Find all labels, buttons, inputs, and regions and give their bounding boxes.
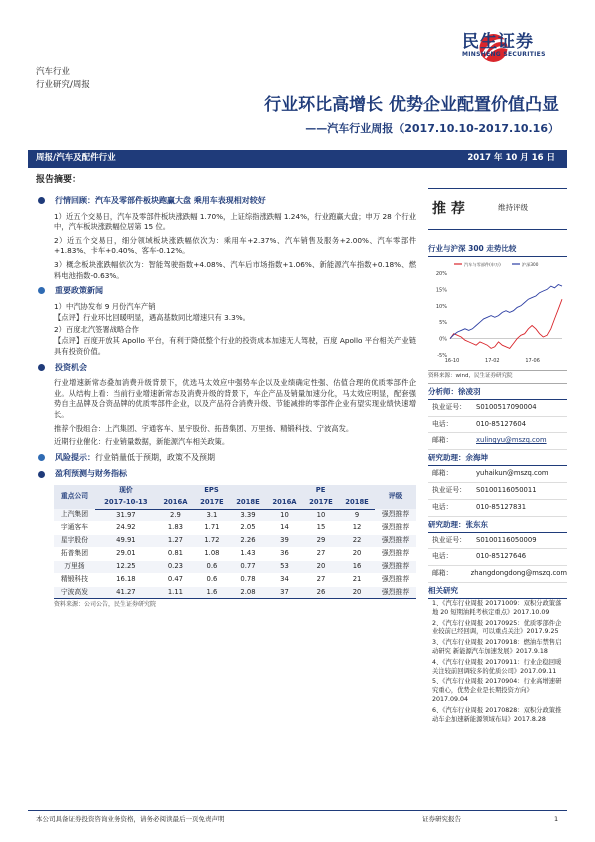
section-heading — [36, 468, 416, 480]
section-heading-text: 行情回顾：汽车及零部件板块跑赢大盘 乘用车表现相对较好 — [55, 196, 266, 206]
footer-label: 证券研究报告 — [422, 815, 461, 823]
table-row — [54, 522, 416, 535]
table-cell: 10 — [266, 509, 303, 522]
analyst-mail-row — [428, 433, 567, 450]
table-cell: 29 — [303, 535, 339, 548]
summary-title: 报告摘要： — [36, 175, 82, 185]
assistant-label: 研究助理： — [428, 453, 466, 463]
legend-label: 汽车与零部件(申万) — [464, 261, 501, 267]
table-cell: 1.71 — [194, 522, 230, 535]
y-tick-label: 5% — [439, 320, 447, 327]
table-cell: 16 — [339, 560, 375, 573]
paragraph: 1）中汽协发布 9 月份汽车产销 — [54, 301, 156, 311]
kv-key: 电话： — [432, 502, 453, 511]
bullet-icon — [38, 197, 45, 204]
table-cell: 2.05 — [230, 522, 266, 535]
assistant1-cert-row — [428, 483, 567, 500]
rating-cell: 强烈推荐 — [375, 573, 416, 586]
section-heading-text: 投资机会 — [55, 362, 87, 372]
page-number: 1 — [554, 815, 559, 823]
company-name: 上汽集团 — [54, 509, 95, 522]
company-name: 星宇股份 — [54, 535, 95, 548]
table-cell: 1.83 — [157, 522, 194, 535]
assistant2-mail-row — [428, 566, 567, 583]
section-heading-text: 盈利预测与财务指标 — [55, 469, 127, 479]
table-cell: 1.6 — [194, 586, 230, 599]
table-cell: 27 — [303, 573, 339, 586]
related-heading: 相关研究 — [428, 585, 567, 599]
rating-cell: 强烈推荐 — [375, 586, 416, 599]
table-cell: 1.08 — [194, 548, 230, 561]
related-item: 5、《汽车行业周报 20170904：行业高增速研究重心，优势企业是长期投资方向》2017.09.04 — [432, 678, 562, 704]
company-name: 拓普集团 — [54, 548, 95, 561]
chart-heading: 行业与沪深 300 走势比较 — [428, 244, 567, 257]
related-item: 1、《汽车行业周报 20171009：双积分政策落地 20 短期油耗考核定重点》2017.10.09 — [432, 599, 562, 616]
table-header: 重点公司 — [54, 485, 95, 509]
forecast-table — [54, 485, 416, 600]
sidebar — [428, 174, 567, 726]
logo-text: 民生证券 — [462, 32, 534, 52]
table-row — [54, 535, 416, 548]
table-cell: 0.6 — [194, 573, 230, 586]
analyst-heading — [428, 386, 567, 400]
bullet-icon — [38, 454, 45, 461]
paragraph: 【点评】行业环比回暖明显，遇高基数同比增速只有 3.3%。 — [54, 313, 250, 323]
risk-heading — [36, 452, 416, 464]
paragraph: 推荐个股组合：上汽集团、宇通客车、星宇股份、拓普集团、万里扬、精锻科技、宁波高发。 — [54, 423, 354, 433]
trend-chart — [428, 257, 567, 371]
table-cell: 1.72 — [194, 535, 230, 548]
table-cell: 12.25 — [95, 560, 157, 573]
industry-label: 汽车行业 — [36, 67, 71, 77]
table-header: 2016A — [266, 497, 303, 509]
x-tick-label: 16-10 — [444, 357, 460, 364]
report-title: 行业环比高增长 优势企业配置价值凸显 — [264, 95, 559, 115]
table-cell: 2.08 — [230, 586, 266, 599]
company-name: 精锻科技 — [54, 573, 95, 586]
related-list — [428, 599, 567, 726]
table-header: 2018E — [339, 497, 375, 509]
table-cell: 41.27 — [95, 586, 157, 599]
series-line — [450, 284, 562, 338]
table-cell: 37 — [266, 586, 303, 599]
paragraph: 近期行业催化：行业销量数据，新能源汽车相关政策。 — [54, 437, 230, 447]
table-cell: 0.78 — [230, 573, 266, 586]
x-tick-label: 17-06 — [525, 357, 540, 364]
table-cell: 12 — [339, 522, 375, 535]
legend-label: 沪深300 — [522, 261, 539, 267]
table-row — [54, 573, 416, 586]
y-tick-label: 15% — [435, 287, 447, 294]
table-header: 2018E — [230, 497, 266, 509]
table-row — [54, 586, 416, 599]
analyst-name: 徐凌羽 — [458, 386, 481, 396]
assistant-name: 张东东 — [465, 519, 488, 529]
kv-key: 执业证号： — [432, 535, 466, 544]
table-cell: 15 — [303, 522, 339, 535]
table-row — [54, 548, 416, 561]
analyst-tel: 010-85127604 — [476, 419, 527, 428]
paragraph: 2）近五个交易日，细分领域板块涨跌幅依次为：乘用车+2.37%、汽车销售及服务+2.00%、汽车零部件+1.83%、卡车+0.40%、客车-0.12%。 — [54, 235, 416, 256]
y-tick-label: -5% — [437, 352, 447, 359]
table-cell: 36 — [266, 548, 303, 561]
table-cell: 0.47 — [157, 573, 194, 586]
analyst-email-link[interactable]: xulingyu@mszq.com — [476, 436, 547, 445]
assistant2-cert-row — [428, 533, 567, 550]
section-heading — [36, 195, 416, 207]
paragraph: 行业增速新常态叠加消费升级背景下，优选马太效应中强势车企以及业绩确定性强、估值合理的优质零部件企业。从结构上看：当前行业增速新常态及消费升级的背景下，车企产品及销量加速分化，马太效应明显，配套强势自主品牌及合资品牌的优质零部件企业，以及产品符合消费升级、节能减排的零部件企业有望实现业绩快速增长。 — [54, 378, 416, 419]
table-cell: 24.92 — [95, 522, 157, 535]
paragraph: 3）概念板块涨跌幅依次为：智能驾驶指数+4.08%、汽车后市场指数+1.06%、新能源汽车指数+0.18%、燃料电池指数-0.63%。 — [54, 259, 416, 280]
y-tick-label: 20% — [435, 270, 447, 277]
table-cell: 2.26 — [230, 535, 266, 548]
table-cell: 26 — [303, 586, 339, 599]
rating-cell: 强烈推荐 — [375, 560, 416, 573]
table-cell: 20 — [339, 586, 375, 599]
table-cell: 9 — [339, 509, 375, 522]
rating-cell: 强烈推荐 — [375, 535, 416, 548]
table-cell: 2.9 — [157, 509, 194, 522]
chart-source: 资料来源：wind，民生证券研究院 — [428, 371, 567, 384]
related-item: 4、《汽车行业周报 20170911：行业企稳回暖 关注较前回调较多的优质公司》2017.09.11 — [432, 658, 562, 675]
x-tick-label: 17-02 — [485, 357, 500, 364]
bullet-icon — [38, 287, 45, 294]
assistant2-email: zhangdongdong@mszq.com — [470, 569, 567, 578]
related-item: 6、《汽车行业周报 20170828：双积分政策推动车企加速新能源领域布局》2017.8.28 — [432, 706, 562, 723]
paragraph: 2）百度北汽签署战略合作 — [54, 324, 139, 334]
rating-cell: 强烈推荐 — [375, 522, 416, 535]
table-cell: 20 — [303, 560, 339, 573]
rating-box — [428, 188, 567, 230]
table-cell: 16.18 — [95, 573, 157, 586]
table-cell: 3.39 — [230, 509, 266, 522]
risk-text: 行业销量低于预期，政策不及预期 — [95, 452, 215, 462]
kv-key: 邮箱： — [432, 469, 453, 478]
table-cell: 0.81 — [157, 548, 194, 561]
section-heading — [36, 285, 416, 297]
table-header: PE — [266, 485, 375, 497]
kv-key: 邮箱： — [432, 436, 453, 445]
analyst-label: 分析师： — [428, 386, 458, 396]
trend-chart-svg — [428, 257, 567, 371]
assistant1-cert: S0100116050011 — [476, 485, 537, 494]
assistant1-mail-row — [428, 466, 567, 483]
assistant2-tel: 010-85127646 — [476, 552, 527, 561]
analyst-cert: S0100517090004 — [476, 402, 537, 411]
footer-divider — [28, 810, 567, 811]
category-band — [28, 150, 567, 168]
table-cell: 20 — [339, 548, 375, 561]
assistant1-email: yuhaikun@mszq.com — [476, 469, 549, 478]
kv-key: 邮箱： — [432, 569, 453, 578]
company-name: 万里扬 — [54, 560, 95, 573]
table-cell: 0.23 — [157, 560, 194, 573]
table-source: 资料来源：公司公告，民生证券研究院 — [54, 601, 157, 609]
table-cell: 1.27 — [157, 535, 194, 548]
table-cell: 31.97 — [95, 509, 157, 522]
table-header: 2017E — [303, 497, 339, 509]
table-cell: 21 — [339, 573, 375, 586]
company-name: 宇通客车 — [54, 522, 95, 535]
table-cell: 1.11 — [157, 586, 194, 599]
table-cell: 34 — [266, 573, 303, 586]
series-line — [450, 299, 562, 348]
summary-column — [36, 174, 416, 610]
table-cell: 22 — [339, 535, 375, 548]
table-cell: 0.77 — [230, 560, 266, 573]
table-cell: 27 — [303, 548, 339, 561]
kv-key: 执业证号： — [432, 402, 466, 411]
assistant-name: 余海坤 — [465, 453, 488, 463]
table-header: EPS — [157, 485, 266, 497]
assistant1-tel-row — [428, 500, 567, 517]
y-tick-label: 0% — [439, 336, 447, 343]
kv-key: 执业证号： — [432, 485, 466, 494]
rating-note: 维持评级 — [498, 203, 528, 212]
rating-cell: 强烈推荐 — [375, 509, 416, 522]
y-tick-label: 10% — [435, 303, 447, 310]
table-header: 2016A — [157, 497, 194, 509]
assistant2-tel-row — [428, 549, 567, 566]
kv-key: 电话： — [432, 552, 453, 561]
section-heading-text: 重要政策新闻 — [55, 286, 103, 296]
table-cell: 39 — [266, 535, 303, 548]
kv-key: 电话： — [432, 419, 453, 428]
table-header: 2017-10-13 — [95, 497, 157, 509]
table-row — [54, 509, 416, 522]
table-cell: 3.1 — [194, 509, 230, 522]
section-heading — [36, 362, 416, 374]
risk-label: 风险提示： — [55, 452, 95, 462]
table-cell: 49.91 — [95, 535, 157, 548]
analyst-tel-row — [428, 417, 567, 434]
category-label: 周报/汽车及配件行业 — [36, 153, 116, 163]
paragraph: 【点评】百度开放其 Apollo 平台，有利于降低整个行业的投资成本加速无人驾驶，百度 Apollo 平台相关产业链具有投资价值。 — [54, 336, 416, 357]
company-name: 宁波高发 — [54, 586, 95, 599]
report-subtitle: ——汽车行业周报（2017.10.10-2017.10.16） — [305, 122, 559, 135]
related-item: 2、《汽车行业周报 20170925：优质零部件企业较前已经回调，可以重点关注》2017.9.25 — [432, 619, 562, 636]
assistant2-cert: S0100116050009 — [476, 535, 537, 544]
table-cell: 1.43 — [230, 548, 266, 561]
bullet-icon — [38, 471, 45, 478]
bullet-icon — [38, 364, 45, 371]
table-header: 评级 — [375, 485, 416, 509]
table-cell: 29.01 — [95, 548, 157, 561]
table-header: 2017E — [194, 497, 230, 509]
report-type-label: 行业研究/周报 — [36, 80, 90, 90]
report-date: 2017 年 10 月 16 日 — [467, 153, 555, 163]
table-cell: 0.6 — [194, 560, 230, 573]
assistant1-tel: 010-85127831 — [476, 502, 527, 511]
related-item: 3、《汽车行业周报 20170918：燃油车禁售启动研究 新能源汽车加速发展》2017.9.18 — [432, 639, 562, 655]
assistant1-heading — [428, 452, 567, 466]
analyst-cert-row — [428, 400, 567, 417]
disclaimer: 本公司具备证券投资咨询业务资格，请务必阅读最后一页免责声明 — [36, 815, 225, 823]
table-cell: 53 — [266, 560, 303, 573]
table-header: 现价 — [95, 485, 157, 497]
assistant2-heading — [428, 519, 567, 533]
rating-cell: 强烈推荐 — [375, 548, 416, 561]
table-cell: 10 — [303, 509, 339, 522]
rating: 推 荐 — [432, 201, 465, 217]
assistant-label: 研究助理： — [428, 519, 466, 529]
logo-text-en: MINSHENG SECURITIES — [462, 51, 546, 58]
table-row — [54, 560, 416, 573]
table-cell: 14 — [266, 522, 303, 535]
paragraph: 1）近五个交易日，汽车及零部件板块涨跌幅 1.70%，上证综指涨跌幅 1.24%，行业跑赢大盘；申万 28 个行业中，汽车板块涨跌幅位居第 15 位。 — [54, 211, 416, 232]
